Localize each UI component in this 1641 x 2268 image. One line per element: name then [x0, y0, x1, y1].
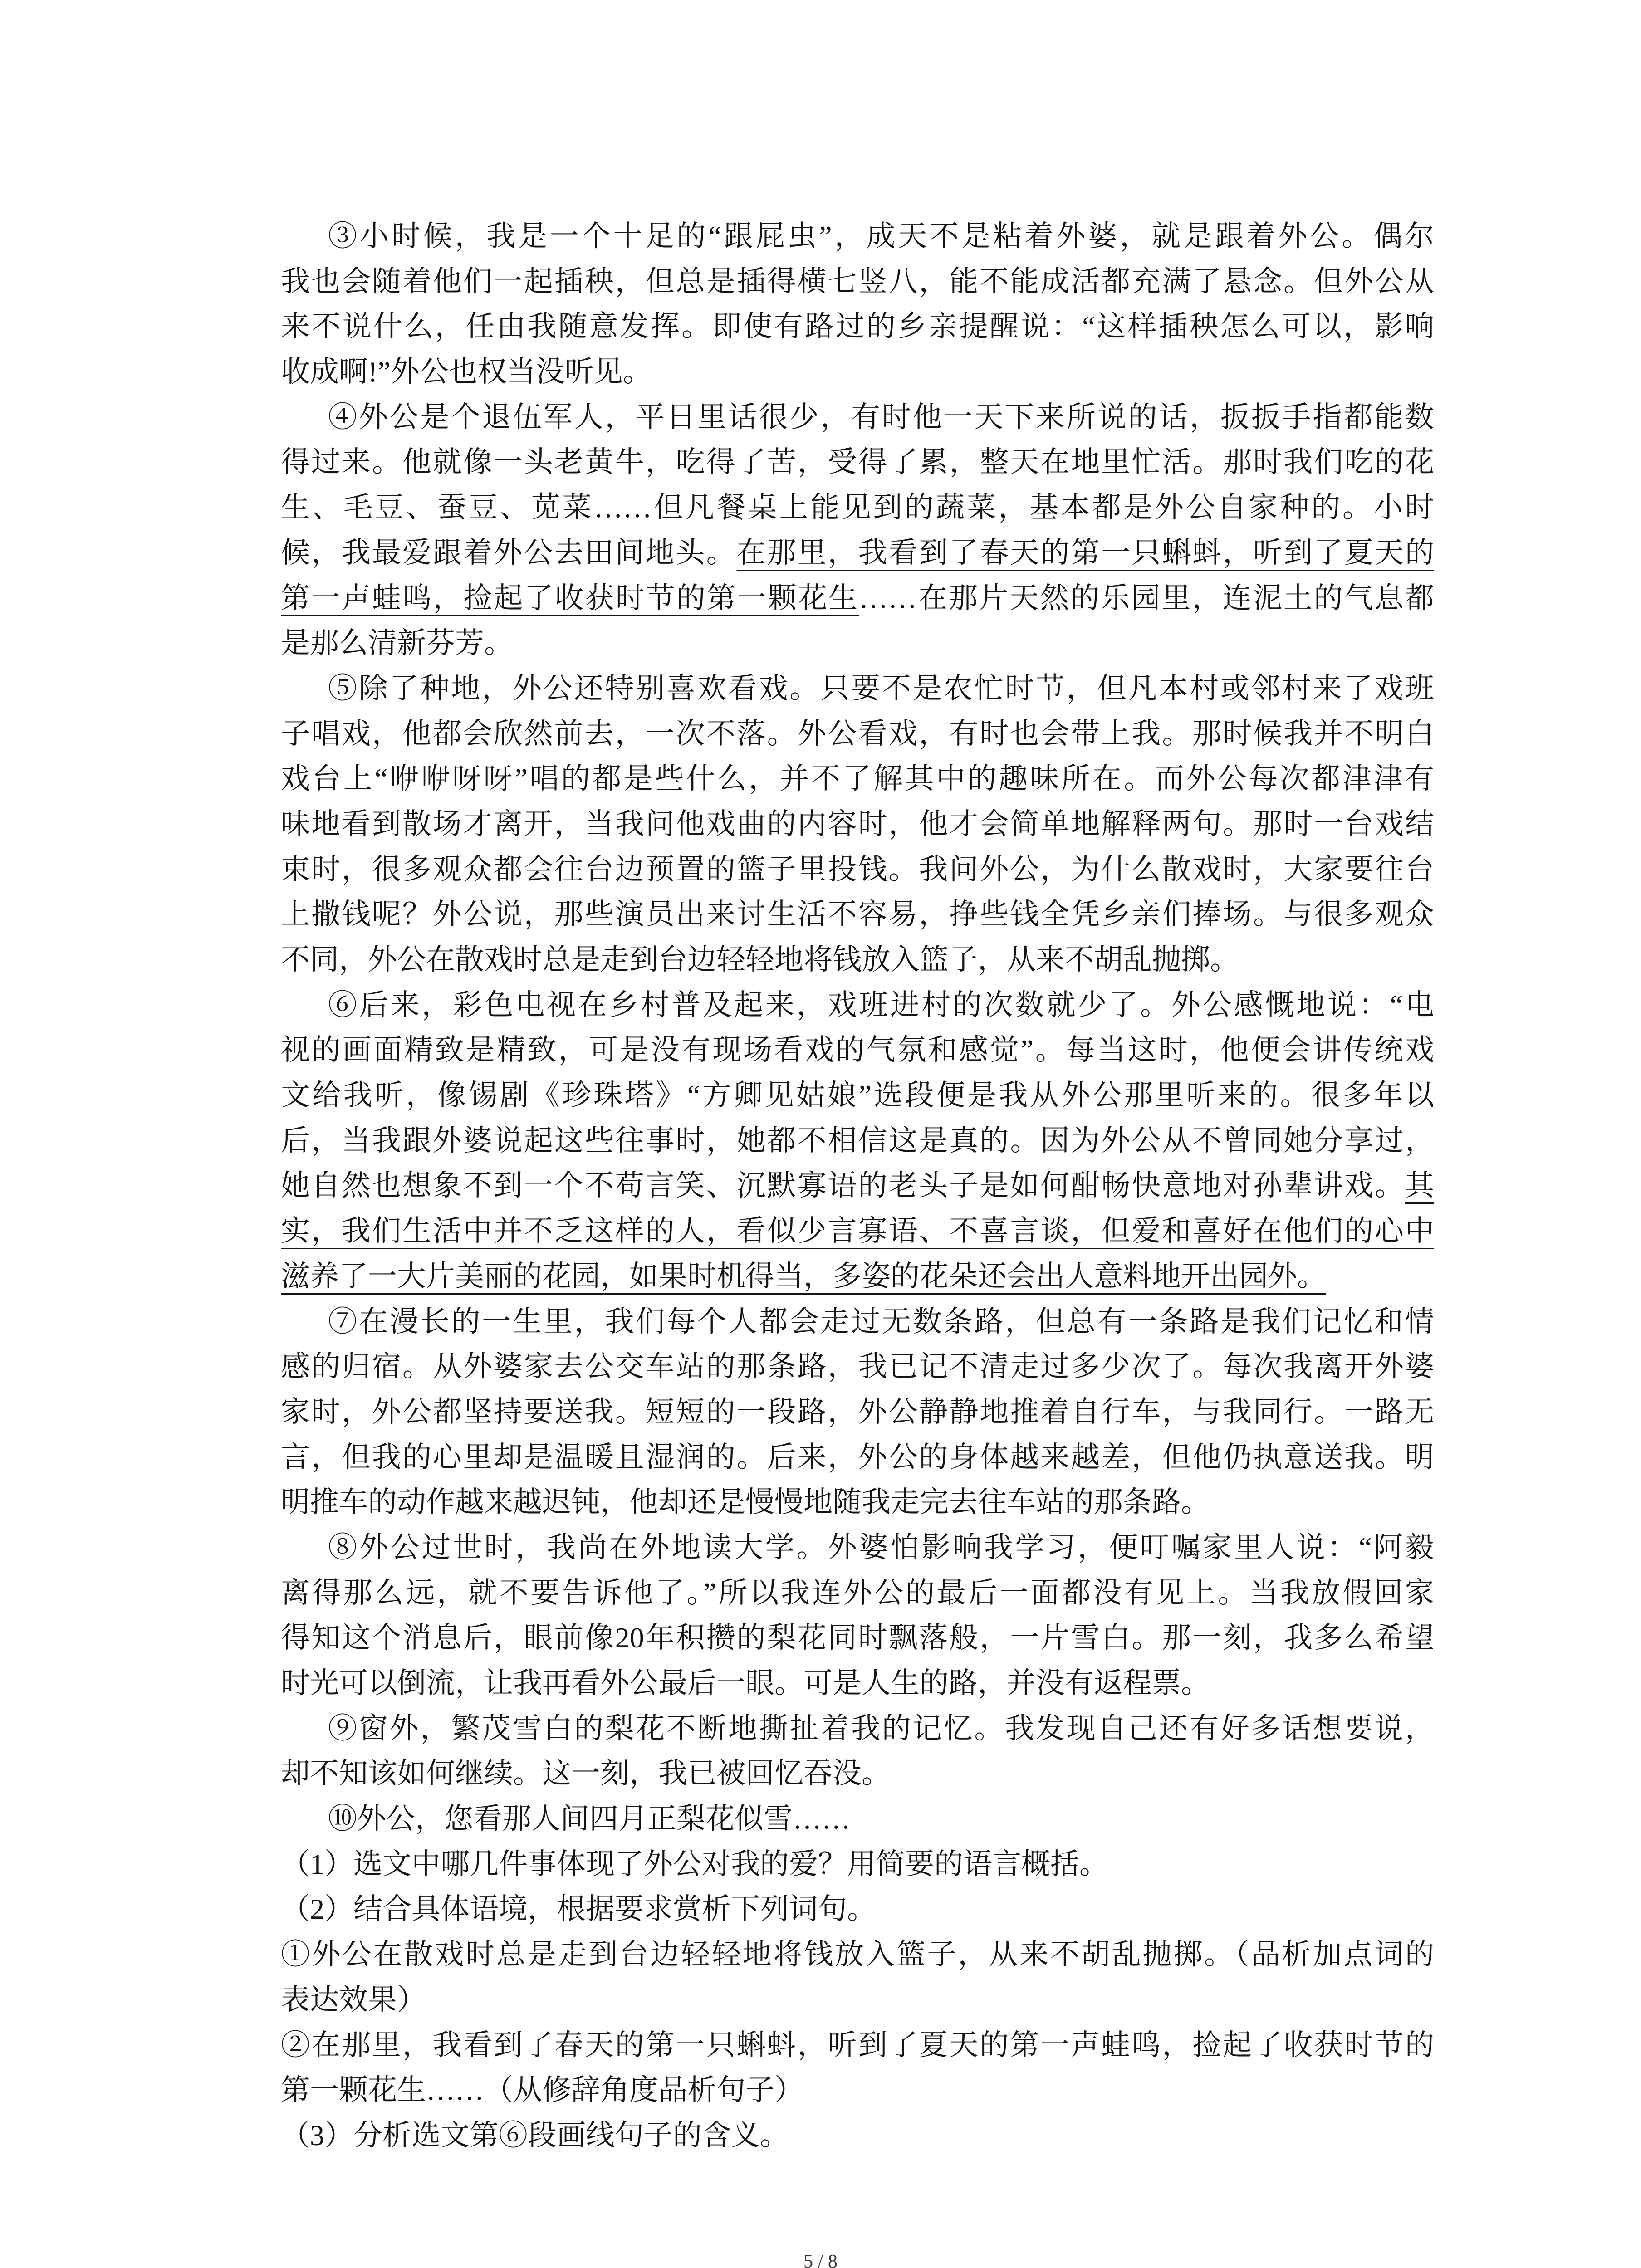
paragraph-9 [281, 1706, 1434, 1796]
passage-line: ⑤除了种地，外公还特别喜欢看戏。只要不是农忙时节，但凡本村或邻村来了戏班 [328, 672, 1434, 704]
line-text: 她自然也想象不到一个不苟言笑、沉默寡语的老头子是如何酣畅快意地对孙辈讲戏。 [281, 1169, 1405, 1202]
passage-line: ⑩外公，您看那人间四月正梨花似雪…… [328, 1803, 851, 1835]
passage-line: 是那么清新芬芳。 [281, 627, 513, 660]
question-3: （3）分析选文第⑥段画线句子的含义。 [281, 2119, 789, 2151]
question-line: ②在那里，我看到了春天的第一只蝌蚪，听到了夏天的第一声蛙鸣，捡起了收获时节的 [281, 2028, 1434, 2061]
passage-line [281, 576, 1434, 621]
passage-line: 生、毛豆、蚕豆、苋菜……但凡餐桌上能见到的蔬菜，基本都是外公自家种的。小时 [281, 491, 1434, 524]
passage-line: 束时，很多观众都会往台边预置的篮子里投钱。我问外公，为什么散戏时，大家要往台 [281, 853, 1434, 885]
underlined-sentence: 其 [1405, 1169, 1434, 1202]
passage-line: 子唱戏，他都会欣然前去，一次不落。外公看戏，有时也会带上我。那时候我并不明白 [281, 717, 1434, 750]
passage-line: ④外公是个退伍军人，平日里话很少，有时他一天下来所说的话，扳扳手指都能数 [328, 401, 1434, 433]
passage-line: 得过来。他就像一头老黄牛，吃得了苦，受得了累，整天在地里忙活。那时我们吃的花 [281, 446, 1434, 479]
reading-passage [281, 214, 1434, 2158]
passage-line: 视的画面精致是精致，可是没有现场看戏的气氛和感觉”。每当这时，他便会讲传统戏 [281, 1034, 1434, 1066]
passage-line: 却不知该如何继续。这一刻，我已被回忆吞没。 [281, 1757, 891, 1790]
passage-line: 戏台上“咿咿呀呀”唱的都是些什么，并不了解其中的趣味所在。而外公每次都津津有 [281, 763, 1434, 795]
question-line: ①外公在散戏时总是走到台边轻轻地将钱放入篮子，从来不胡乱抛掷。（品析加点词的 [281, 1938, 1434, 1971]
passage-line: 时光可以倒流，让我再看外公最后一眼。可是人生的路，并没有返程票。 [281, 1667, 1210, 1699]
paragraph-5 [281, 666, 1434, 982]
questions [281, 1842, 1434, 2158]
passage-line: ⑥后来，彩色电视在乡村普及起来，戏班进村的次数就少了。外公感慨地说：“电 [328, 988, 1434, 1021]
passage-line: 后，当我跟外婆说起这些往事时，她都不相信这是真的。因为外公从不曾同她分享过， [281, 1124, 1434, 1157]
question-1: （1）选文中哪几件事体现了外公对我的爱？用简要的语言概括。 [281, 1848, 1108, 1880]
page-number: 5 / 8 [803, 2251, 838, 2268]
passage-line: 来不说什么，任由我随意发挥。即使有路过的乡亲提醒说：“这样插秧怎么可以，影响 [281, 310, 1434, 343]
line-text: 候，我最爱跟着外公去田间地头。 [281, 536, 737, 569]
paragraph-3 [281, 214, 1434, 395]
passage-line: ③小时候，我是一个十足的“跟屁虫”，成天不是粘着外婆，就是跟着外公。偶尔 [328, 220, 1434, 252]
passage-line: 不同，外公在散戏时总是走到台边轻轻地将钱放入篮子，从来不胡乱抛掷。 [281, 943, 1239, 976]
question-2-item-1 [281, 1932, 1434, 2022]
question-line: 表达效果） [281, 1983, 426, 2016]
passage-line [281, 1254, 1434, 1299]
question-line: 第一颗花生……（从修辞角度品析句子） [281, 2074, 803, 2107]
passage-line: 言，但我的心里却是温暖且湿润的。后来，外公的身体越来越差，但他仍执意送我。明 [281, 1441, 1434, 1473]
passage-line: 得知这个消息后，眼前像20年积攒的梨花同时飘落般，一片雪白。那一刻，我多么希望 [281, 1622, 1434, 1654]
underlined-sentence: 第一声蛙鸣，捡起了收获时节的第一颗花生 [281, 582, 859, 614]
passage-line: 明推车的动作越来越迟钝，他却还是慢慢地随我走完去往车站的那条路。 [281, 1486, 1210, 1519]
underlined-sentence: 滋养了一大片美丽的花园，如果时机得当，多姿的花朵还会出人意料地开出园外。 [281, 1260, 1326, 1292]
passage-line: ⑨窗外，繁茂雪白的梨花不断地撕扯着我的记忆。我发现自己还有好多话想要说， [328, 1712, 1434, 1745]
passage-line [281, 1208, 1434, 1254]
paragraph-7 [281, 1299, 1434, 1525]
passage-line: 上撒钱呢？外公说，那些演员出来讨生活不容易，挣些钱全凭乡亲们捧场。与很多观众 [281, 898, 1434, 931]
underlined-sentence: 在那里，我看到了春天的第一只蝌蚪，听到了夏天的 [736, 536, 1434, 569]
passage-line: 我也会随着他们一起插秧，但总是插得横七竖八，能不能成活都充满了悬念。但外公从 [281, 265, 1434, 298]
paragraph-10 [281, 1796, 1434, 1842]
passage-line: 文给我听，像锡剧《珍珠塔》“方卿见姑娘”选段便是我从外公那里听来的。很多年以 [281, 1079, 1434, 1112]
passage-line: 收成啊!”外公也权当没听见。 [281, 356, 652, 388]
passage-line: 离得那么远，就不要告诉他了。”所以我连外公的最后一面都没有见上。当我放假回家 [281, 1576, 1434, 1609]
passage-line [281, 1163, 1434, 1208]
question-2: （2）结合具体语境，根据要求赏析下列词句。 [281, 1893, 876, 1926]
paragraph-4 [281, 395, 1434, 666]
passage-line: ⑧外公过世时，我尚在外地读大学。外婆怕影响我学习，便叮嘱家里人说：“阿毅 [328, 1531, 1434, 1564]
passage-line: 感的归宿。从外婆家去公交车站的那条路，我已记不清走过多少次了。每次我离开外婆 [281, 1350, 1434, 1383]
line-text: ……在那片天然的乐园里，连泥土的气息都 [859, 582, 1435, 614]
underlined-sentence: 实，我们生活中并不乏这样的人，看似少言寡语、不喜言谈，但爱和喜好在他们的心中 [281, 1215, 1434, 1247]
passage-line: 家时，外公都坚持要送我。短短的一段路，外公静静地推着自行车，与我同行。一路无 [281, 1395, 1434, 1428]
passage-line: 味地看到散场才离开，当我问他戏曲的内容时，他才会简单地解释两句。那时一台戏结 [281, 807, 1434, 840]
passage-line [281, 530, 1434, 576]
paragraph-6 [281, 982, 1434, 1299]
question-2-item-2 [281, 2023, 1434, 2113]
paragraph-8 [281, 1525, 1434, 1706]
passage-line: ⑦在漫长的一生里，我们每个人都会走过无数条路，但总有一条路是我们记忆和情 [328, 1305, 1434, 1338]
